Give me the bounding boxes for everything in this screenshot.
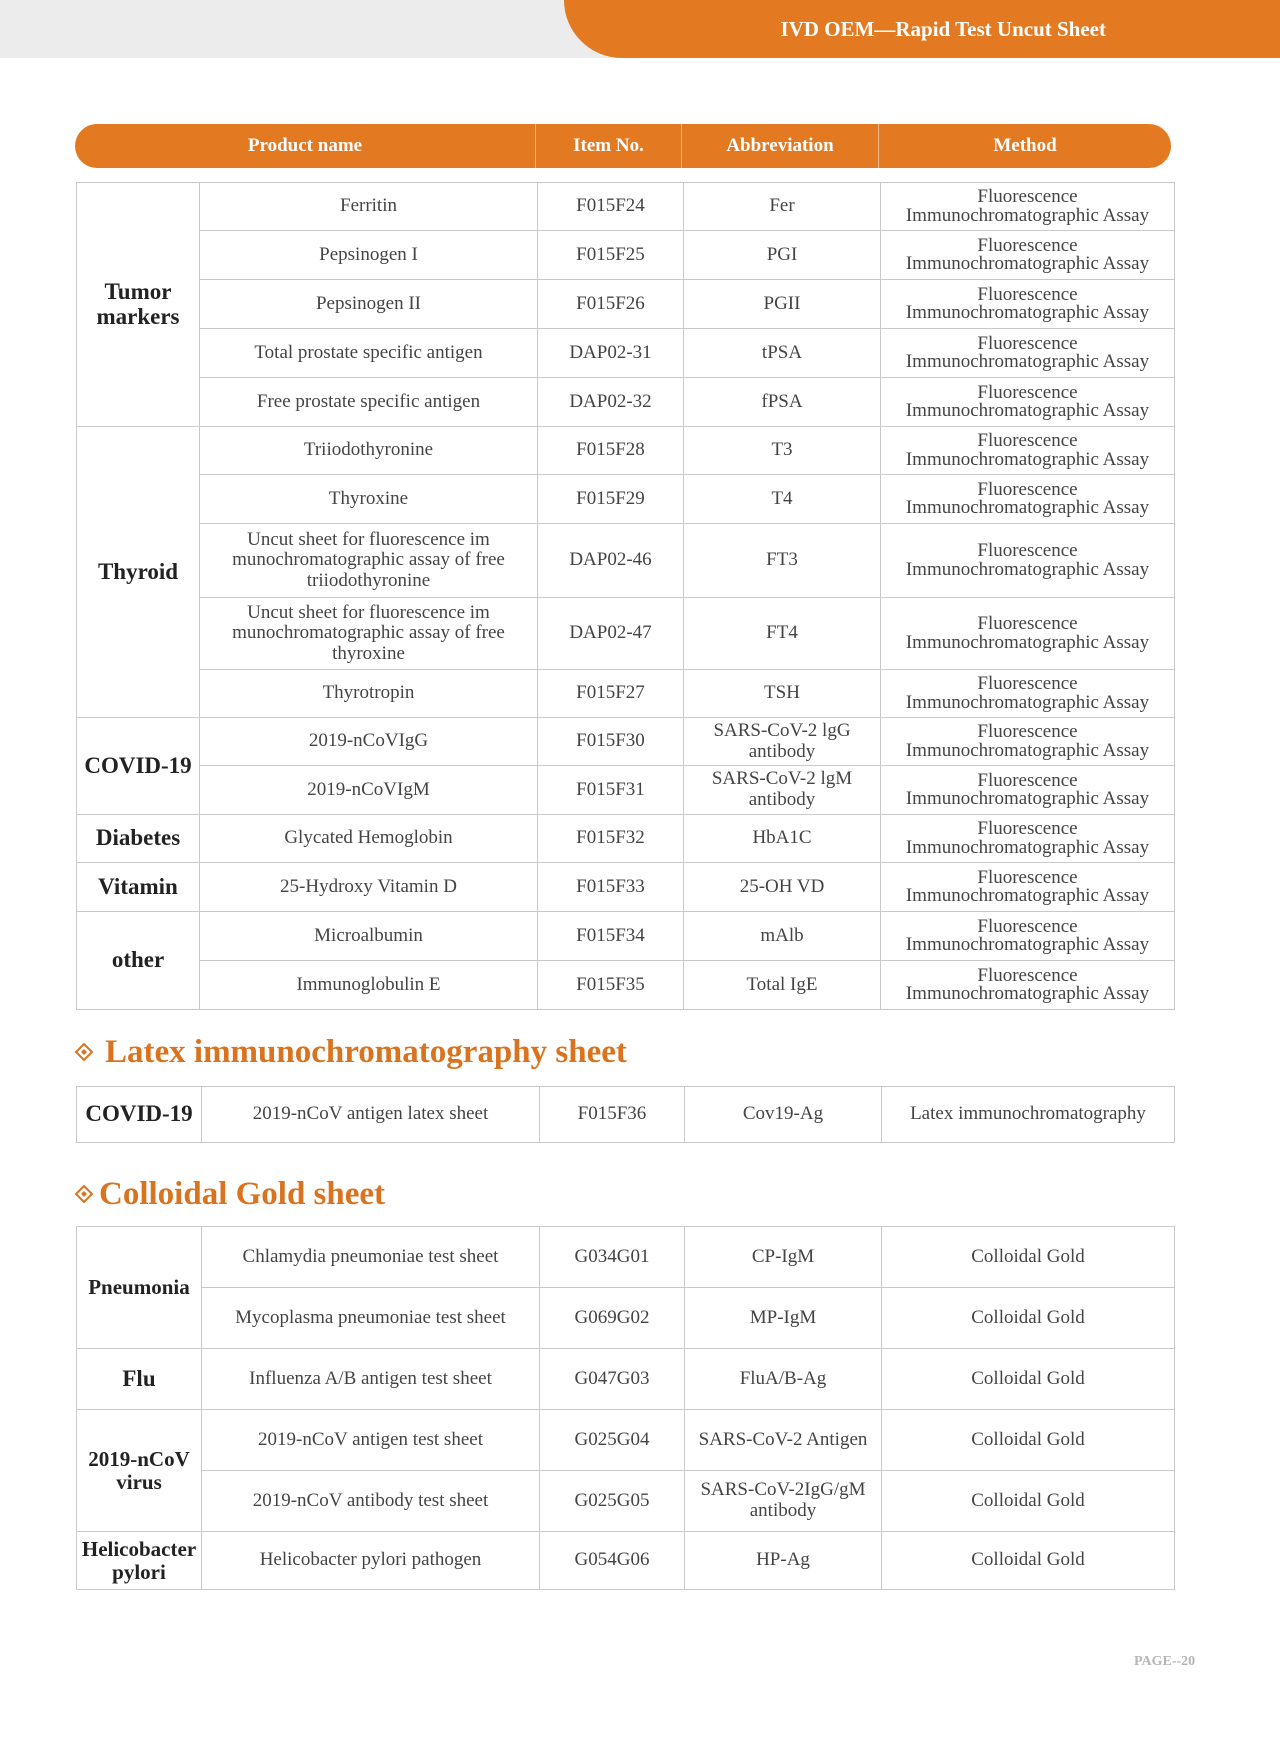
item-no-cell: G069G02 xyxy=(540,1288,685,1349)
fluorescence-table xyxy=(76,182,1175,1010)
item-no-cell: F015F25 xyxy=(538,231,684,280)
method-cell: Fluorescence Immunochromatographic Assay xyxy=(881,815,1175,863)
item-no-cell: F015F27 xyxy=(538,670,684,718)
abbreviation-cell: HbA1C xyxy=(684,815,881,863)
latex-section-title xyxy=(75,1030,627,1074)
table-row xyxy=(77,183,1175,231)
product-name-cell: Thyrotropin xyxy=(200,670,538,718)
product-name-cell: 2019-nCoV antibody test sheet xyxy=(202,1471,540,1532)
table-row xyxy=(77,815,1175,863)
item-no-cell: G025G05 xyxy=(540,1471,685,1532)
product-name-cell: 2019-nCoVIgM xyxy=(200,766,538,815)
method-cell: Fluorescence Immunochromatographic Assay xyxy=(881,231,1175,280)
table-row xyxy=(77,1410,1175,1471)
method-cell: Fluorescence Immunochromatographic Assay xyxy=(881,961,1175,1010)
method-cell: Latex immunochromatography xyxy=(882,1087,1175,1143)
item-no-cell: F015F24 xyxy=(538,183,684,231)
item-no-cell: F015F32 xyxy=(538,815,684,863)
abbreviation-cell: mAlb xyxy=(684,912,881,961)
category-cell: 2019-nCoV virus xyxy=(77,1410,202,1532)
product-name-cell: Ferritin xyxy=(200,183,538,231)
table-row xyxy=(77,427,1175,475)
method-cell: Colloidal Gold xyxy=(882,1227,1175,1288)
category-cell: other xyxy=(77,912,200,1010)
item-no-cell: F015F33 xyxy=(538,863,684,912)
product-name-cell: Free prostate specific antigen xyxy=(200,378,538,427)
item-no-cell: DAP02-31 xyxy=(538,329,684,378)
product-name-cell: Mycoplasma pneumoniae test sheet xyxy=(202,1288,540,1349)
method-cell: Colloidal Gold xyxy=(882,1349,1175,1410)
page-number: PAGE--20 xyxy=(1134,1654,1196,1669)
top-banner xyxy=(564,0,1280,58)
abbreviation-cell: HP-Ag xyxy=(685,1532,882,1590)
product-name-cell: Triiodothyronine xyxy=(200,427,538,475)
method-cell: Fluorescence Immunochromatographic Assay xyxy=(881,863,1175,912)
table-row xyxy=(77,863,1175,912)
method-cell: Fluorescence Immunochromatographic Assay xyxy=(881,598,1175,670)
table-row xyxy=(77,1349,1175,1410)
product-name-cell: 2019-nCoV antigen test sheet xyxy=(202,1410,540,1471)
table-row xyxy=(77,766,1175,815)
abbreviation-cell: SARS-CoV-2 lgM antibody xyxy=(684,766,881,815)
abbreviation-cell: FT3 xyxy=(684,524,881,598)
method-cell: Fluorescence Immunochromatographic Assay xyxy=(881,280,1175,329)
colloidal-gold-table xyxy=(76,1226,1175,1590)
method-cell: Fluorescence Immunochromatographic Assay xyxy=(881,183,1175,231)
item-no-cell: F015F36 xyxy=(540,1087,685,1143)
banner-title: IVD OEM—Rapid Test Uncut Sheet xyxy=(780,16,1106,41)
gold-section-title xyxy=(75,1172,385,1216)
abbreviation-cell: Cov19-Ag xyxy=(685,1087,882,1143)
table-header-bar xyxy=(75,124,1171,168)
product-name-cell: Microalbumin xyxy=(200,912,538,961)
item-no-cell: F015F28 xyxy=(538,427,684,475)
category-cell: COVID-19 xyxy=(77,1087,202,1143)
abbreviation-cell: fPSA xyxy=(684,378,881,427)
abbreviation-cell: FluA/B-Ag xyxy=(685,1349,882,1410)
abbreviation-cell: SARS-CoV-2 lgG antibody xyxy=(684,718,881,766)
product-name-cell: 25-Hydroxy Vitamin D xyxy=(200,863,538,912)
abbreviation-cell: SARS-CoV-2 Antigen xyxy=(685,1410,882,1471)
header-method: Method xyxy=(993,135,1057,156)
header-abbreviation: Abbreviation xyxy=(682,124,879,168)
product-name-cell: Influenza A/B antigen test sheet xyxy=(202,1349,540,1410)
method-cell: Colloidal Gold xyxy=(882,1471,1175,1532)
header-product-name: Product name xyxy=(75,124,536,168)
product-name-cell: 2019-nCoVIgG xyxy=(200,718,538,766)
item-no-cell: F015F26 xyxy=(538,280,684,329)
abbreviation-cell: Total IgE xyxy=(684,961,881,1010)
item-no-cell: F015F29 xyxy=(538,475,684,524)
table-row xyxy=(77,280,1175,329)
category-cell: Flu xyxy=(77,1349,202,1410)
header-item-no: Item No. xyxy=(536,124,682,168)
product-name-cell: 2019-nCoV antigen latex sheet xyxy=(202,1087,540,1143)
table-row xyxy=(77,231,1175,280)
method-cell: Fluorescence Immunochromatographic Assay xyxy=(881,718,1175,766)
category-cell: Diabetes xyxy=(77,815,200,863)
abbreviation-cell: SARS-CoV-2IgG/gM antibody xyxy=(685,1471,882,1532)
item-no-cell: DAP02-47 xyxy=(538,598,684,670)
abbreviation-cell: PGI xyxy=(684,231,881,280)
abbreviation-cell: T4 xyxy=(684,475,881,524)
product-name-cell: Pepsinogen II xyxy=(200,280,538,329)
item-no-cell: F015F31 xyxy=(538,766,684,815)
product-name-cell: Glycated Hemoglobin xyxy=(200,815,538,863)
table-row xyxy=(77,598,1175,670)
method-cell: Colloidal Gold xyxy=(882,1532,1175,1590)
category-cell: Vitamin xyxy=(77,863,200,912)
table-row xyxy=(77,1532,1175,1590)
product-name-cell: Total prostate specific antigen xyxy=(200,329,538,378)
item-no-cell: F015F34 xyxy=(538,912,684,961)
item-no-cell: G054G06 xyxy=(540,1532,685,1590)
diamond-bullet-icon xyxy=(75,1185,93,1203)
product-name-cell: Immunoglobulin E xyxy=(200,961,538,1010)
product-name-cell: Thyroxine xyxy=(200,475,538,524)
abbreviation-cell: CP-IgM xyxy=(685,1227,882,1288)
method-cell: Fluorescence Immunochromatographic Assay xyxy=(881,329,1175,378)
gold-section-title-text: Colloidal Gold sheet xyxy=(99,1175,386,1212)
method-cell: Fluorescence Immunochromatographic Assay xyxy=(881,378,1175,427)
abbreviation-cell: PGII xyxy=(684,280,881,329)
product-name-cell: Chlamydia pneumoniae test sheet xyxy=(202,1227,540,1288)
table-row xyxy=(77,1087,1175,1143)
table-row xyxy=(77,475,1175,524)
abbreviation-cell: MP-IgM xyxy=(685,1288,882,1349)
category-cell: Tumor markers xyxy=(77,183,200,427)
latex-table xyxy=(76,1086,1175,1143)
abbreviation-cell: TSH xyxy=(684,670,881,718)
item-no-cell: G047G03 xyxy=(540,1349,685,1410)
product-name-cell: Uncut sheet for fluorescence im munochromatographic assay of free thyroxine xyxy=(200,598,538,670)
item-no-cell: DAP02-46 xyxy=(538,524,684,598)
product-name-cell: Uncut sheet for fluorescence im munochromatographic assay of free triiodothyronine xyxy=(200,524,538,598)
method-cell: Fluorescence Immunochromatographic Assay xyxy=(881,427,1175,475)
method-cell: Fluorescence Immunochromatographic Assay xyxy=(881,670,1175,718)
method-cell: Fluorescence Immunochromatographic Assay xyxy=(881,766,1175,815)
abbreviation-cell: T3 xyxy=(684,427,881,475)
product-name-cell: Helicobacter pylori pathogen xyxy=(202,1532,540,1590)
abbreviation-cell: tPSA xyxy=(684,329,881,378)
table-row xyxy=(77,329,1175,378)
table-row xyxy=(77,524,1175,598)
table-row xyxy=(77,1227,1175,1288)
product-name-cell: Pepsinogen I xyxy=(200,231,538,280)
table-row xyxy=(77,670,1175,718)
latex-section-title-text: Latex immunochromatography sheet xyxy=(105,1033,627,1070)
table-row xyxy=(77,1288,1175,1349)
category-cell: COVID-19 xyxy=(77,718,200,815)
table-row xyxy=(77,378,1175,427)
table-row xyxy=(77,912,1175,961)
method-cell: Colloidal Gold xyxy=(882,1288,1175,1349)
method-cell: Fluorescence Immunochromatographic Assay xyxy=(881,524,1175,598)
item-no-cell: F015F35 xyxy=(538,961,684,1010)
category-cell: Thyroid xyxy=(77,427,200,718)
category-cell: Pneumonia xyxy=(77,1227,202,1349)
method-cell: Fluorescence Immunochromatographic Assay xyxy=(881,912,1175,961)
item-no-cell: DAP02-32 xyxy=(538,378,684,427)
table-row xyxy=(77,1471,1175,1532)
abbreviation-cell: FT4 xyxy=(684,598,881,670)
table-row xyxy=(77,961,1175,1010)
item-no-cell: F015F30 xyxy=(538,718,684,766)
method-cell: Colloidal Gold xyxy=(882,1410,1175,1471)
item-no-cell: G025G04 xyxy=(540,1410,685,1471)
diamond-bullet-icon xyxy=(75,1043,93,1061)
method-cell: Fluorescence Immunochromatographic Assay xyxy=(881,475,1175,524)
category-cell: Helicobacter pylori xyxy=(77,1532,202,1590)
table-row xyxy=(77,718,1175,766)
abbreviation-cell: Fer xyxy=(684,183,881,231)
abbreviation-cell: 25-OH VD xyxy=(684,863,881,912)
item-no-cell: G034G01 xyxy=(540,1227,685,1288)
